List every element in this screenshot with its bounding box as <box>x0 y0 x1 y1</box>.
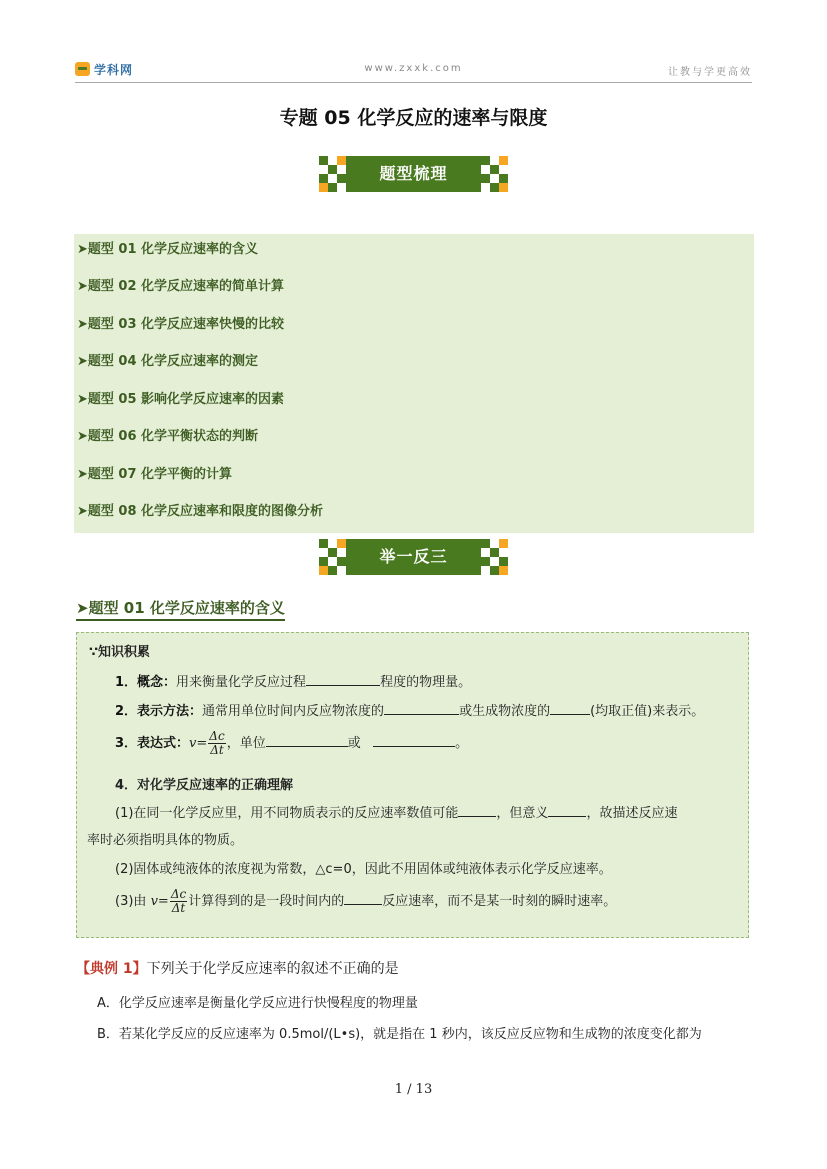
banner-square <box>499 156 508 165</box>
topic-list-item[interactable]: ➤题型 07 化学平衡的计算 <box>77 467 233 482</box>
banner-square <box>328 548 337 557</box>
banner-square <box>319 174 328 183</box>
knowledge-box <box>76 632 749 938</box>
example-tag: 【典例 1】 <box>76 961 147 977</box>
banner-examples <box>319 539 508 575</box>
site-url[interactable]: www.zxxk.com <box>364 63 463 74</box>
fill-blank[interactable] <box>548 804 586 817</box>
fill-blank[interactable] <box>384 702 459 715</box>
knowledge-point-2: 2．表示方法：通常用单位时间内反应物浓度的 或生成物浓度的 (均取正值)来表示。 <box>115 704 705 719</box>
fraction: $\frac{\Delta c}{\Delta t}$ <box>170 887 187 915</box>
topic-list-item[interactable]: ➤题型 08 化学反应速率和限度的图像分析 <box>77 504 324 519</box>
fill-blank[interactable] <box>344 892 382 905</box>
banner-square <box>319 539 328 548</box>
banner-topic-review <box>319 156 508 192</box>
banner-square <box>490 165 499 174</box>
banner-square <box>499 174 508 183</box>
knowledge-point-4-1-cont: 率时必须指明具体的物质。 <box>87 833 244 848</box>
fill-blank[interactable] <box>373 734 455 747</box>
banner-square <box>481 156 490 165</box>
banner-label: 举一反三 <box>346 539 481 575</box>
banner-square <box>481 557 490 566</box>
knowledge-point-4: 4．对化学反应速率的正确理解 <box>115 778 294 793</box>
banner-square <box>337 174 346 183</box>
point-label: 1．概念： <box>115 675 177 690</box>
topic-list <box>74 234 754 533</box>
banner-square <box>319 156 328 165</box>
point-label: 3．表达式： <box>115 736 190 751</box>
banner-label: 题型梳理 <box>346 156 481 192</box>
option-a[interactable]: A．化学反应速率是衡量化学反应进行快慢程度的物理量 <box>97 996 418 1011</box>
banner-square <box>499 539 508 548</box>
banner-square <box>319 557 328 566</box>
knowledge-point-3: 3．表达式：v= $\frac{\Delta c}{\Delta t}$ ，单位 或 。 <box>115 729 469 757</box>
topic-list-item[interactable]: ➤题型 02 化学反应速率的简单计算 <box>77 279 285 294</box>
banner-square <box>499 557 508 566</box>
logo-text: 学科网 <box>94 62 134 77</box>
topic-list-item[interactable]: ➤题型 05 影响化学反应速率的因素 <box>77 392 285 407</box>
banner-square <box>328 183 337 192</box>
banner-square <box>490 566 499 575</box>
topic-list-item[interactable]: ➤题型 04 化学反应速率的测定 <box>77 354 259 369</box>
option-b[interactable]: B．若某化学反应的反应速率为 0.5mol/(L•s)，就是指在 1 秒内，该反应反应物和生成物的浓度变化都为 <box>97 1027 702 1042</box>
fill-blank[interactable] <box>550 702 590 715</box>
banner-square <box>328 566 337 575</box>
banner-square <box>337 539 346 548</box>
knowledge-point-4-2: (2)固体或纯液体的浓度视为常数，△c=0，因此不用固体或纯液体表示化学反应速率。 <box>115 862 612 877</box>
point-label: 2．表示方法： <box>115 704 203 719</box>
banner-square <box>490 548 499 557</box>
example-question <box>76 958 399 978</box>
banner-square <box>319 566 328 575</box>
example-question-text: 下列关于化学反应速率的叙述不正确的是 <box>146 961 399 977</box>
topic-list-item[interactable]: ➤题型 03 化学反应速率快慢的比较 <box>77 317 285 332</box>
section-heading: ➤题型 01 化学反应速率的含义 <box>76 597 285 621</box>
banner-square <box>481 539 490 548</box>
fill-blank[interactable] <box>306 673 380 686</box>
banner-square <box>337 557 346 566</box>
fill-blank[interactable] <box>266 734 348 747</box>
banner-square <box>499 566 508 575</box>
topic-list-item[interactable]: ➤题型 06 化学平衡状态的判断 <box>77 429 259 444</box>
knowledge-point-1: 1．概念：用来衡量化学反应过程 程度的物理量。 <box>115 675 472 690</box>
knowledge-point-4-3: (3)由 v= $\frac{\Delta c}{\Delta t}$ 计算得到的是一段时间内的 反应速率，而不是某一时刻的瞬时速率。 <box>115 887 617 915</box>
banner-square <box>481 174 490 183</box>
page-number: 1 / 13 <box>394 1082 433 1097</box>
knowledge-heading: ∵知识积累 <box>89 645 151 660</box>
banner-square <box>328 165 337 174</box>
banner-square <box>499 183 508 192</box>
fill-blank[interactable] <box>458 804 496 817</box>
site-slogan: 让教与学更高效 <box>668 67 752 78</box>
knowledge-point-4-1: (1)在同一化学反应里，用不同物质表示的反应速率数值可能 ，但意义 ，故描述反应速 <box>115 806 678 821</box>
page-header <box>75 58 752 83</box>
banner-square <box>337 156 346 165</box>
page-title: 专题 05 化学反应的速率与限度 <box>279 107 548 129</box>
banner-square <box>490 183 499 192</box>
banner-square <box>319 183 328 192</box>
topic-list-item[interactable]: ➤题型 01 化学反应速率的含义 <box>77 242 259 257</box>
fraction: $\frac{\Delta c}{\Delta t}$ <box>209 729 225 757</box>
